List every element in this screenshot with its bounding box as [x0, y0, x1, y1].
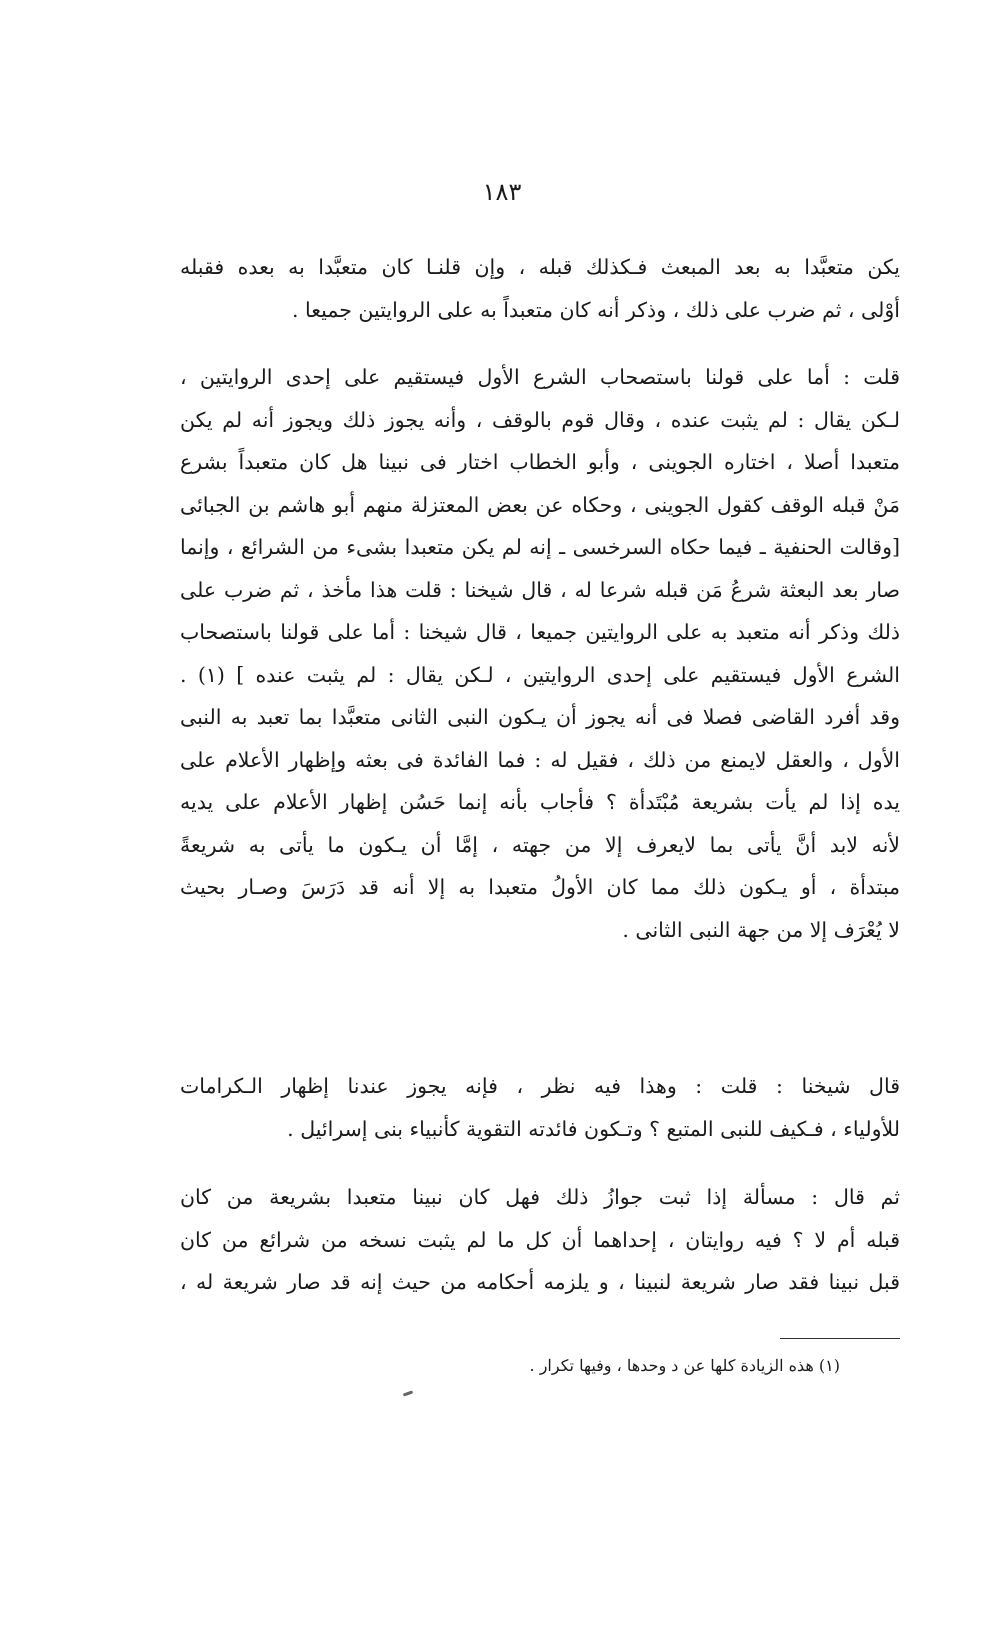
- text-line: لـكن يقال : لم يثبت عنده ، وقال قوم بالوقف ، وأنه يجوز ذلك ويجوز أنه لم يكن: [180, 407, 900, 432]
- text-line: يده إذا لم يأت بشريعة مُبْتَدأة ؟ فأجاب بأنه إنما حَسُن إظهار الأعلام على يديه: [180, 790, 900, 814]
- text-line: قبله أم لا ؟ فيه روايتان ، إحداهما أن كل ما لم يثبت نسخه من شرائع من كان: [180, 1227, 900, 1252]
- paragraph-4: [180, 1176, 900, 1304]
- footnote-divider: [780, 1338, 900, 1339]
- text-line: الشرع الأول فيستقيم على إحدى الروايتين ، لـكن يقال : لم يثبت عنده ] (١) .: [180, 662, 900, 687]
- text-line: يكن متعبَّدا به بعد المبعث فـكذلك قبله ، وإن قلنـا كان متعبَّدا به بعده فقبله: [180, 255, 900, 279]
- text-line: ثم قال : مسألة إذا ثبت جوازُ ذلك فهل كان نبينا متعبدا بشريعة من كان: [180, 1185, 900, 1209]
- text-line: مبتدأة ، أو يـكون ذلك مما كان الأولُ متعبدا به إلا أنه قد دَرَسَ وصـار بحيث: [180, 875, 900, 899]
- text-line: أوْلى ، ثم ضرب على ذلك ، وذكر أنه كان متعبداً به على الروايتين جميعا .: [292, 297, 900, 322]
- text-line: لأنه لابد أنَّ يأتى بما لايعرف إلا من جهته ، إمَّا أن يـكون ما يأتى به شريعةً: [180, 832, 900, 857]
- text-line: قلت : أما على قولنا باستصحاب الشرع الأول فيستقيم على إحدى الروايتين ،: [180, 365, 900, 389]
- text-line: لا يُعْرَف إلا من جهة النبى الثانى .: [622, 917, 900, 942]
- footnote: (١) هذه الزيادة كلها عن د وحدها ، وفيها تكرار .: [529, 1356, 840, 1375]
- text-line: وقد أفرد القاضى فصلا فى أنه يجوز أن يـكون النبى الثانى متعبَّدا بما تعبد به النبى: [180, 705, 900, 729]
- text-line: صار بعد البعثة شرعُ مَن قبله شرعا له ، قال شيخنا : قلت هذا مأخذ ، ثم ضرب على: [180, 577, 900, 602]
- print-speck: [403, 1390, 413, 1396]
- text-line: الأول ، والعقل لايمنع من ذلك ، فقيل له : فما الفائدة فى بعثه وإظهار الأعلام على: [180, 747, 900, 772]
- paragraph-3: [180, 1065, 900, 1150]
- text-line: مَنْ قبله الوقف كقول الجوينى ، وحكاه عن بعض المعتزلة منهم أبو هاشم بن الجبائى: [180, 492, 900, 517]
- text-line: قال شيخنا : قلت : وهذا فيه نظر ، فإنه يجوز عندنا إظهار الـكرامات: [180, 1074, 900, 1098]
- text-line: قبل نبينا فقد صار شريعة لنبينا ، و يلزمه أحكامه من حيث إنه قد صار شريعة له ،: [180, 1270, 900, 1294]
- paragraph-2: [180, 356, 900, 951]
- page-number: ١٨٣: [482, 178, 522, 206]
- paragraph-1: [180, 246, 900, 331]
- text-line: [وقالت الحنفية ـ فيما حكاه السرخسى ـ إنه لم يكن متعبدا بشىء من الشرائع ، وإنما: [180, 535, 900, 559]
- text-line: للأولياء ، فـكيف للنبى المتبع ؟ وتـكون فائدته التقوية كأنبياء بنى إسرائيل .: [287, 1116, 900, 1141]
- text-line: ذلك وذكر أنه متعبد به على الروايتين جميعا ، قال شيخنا : أما على قولنا باستصحاب: [180, 620, 900, 644]
- text-line: متعبدا أصلا ، اختاره الجوينى ، وأبو الخطاب اختار فى نبينا هل كان متعبداً بشرع: [180, 450, 900, 474]
